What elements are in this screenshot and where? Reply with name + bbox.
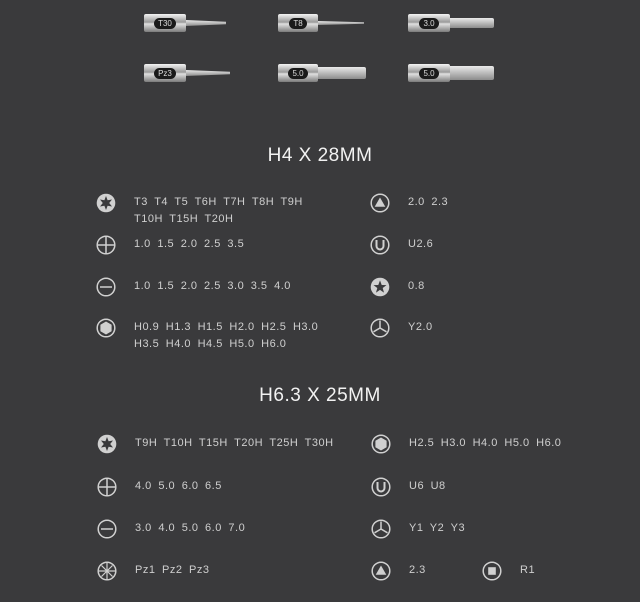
spec-text: 1.0 1.5 2.0 2.5 3.0 3.5 4.0	[134, 280, 291, 292]
spec-text: 2.0 2.3	[408, 196, 449, 208]
torx-icon	[96, 193, 116, 213]
u-shape-icon	[370, 235, 390, 255]
triangle-icon	[371, 561, 391, 581]
spec-row	[371, 434, 561, 454]
slotted-icon	[97, 519, 117, 539]
spec-row	[96, 235, 244, 255]
section-title-h4: H4 X 28MM	[267, 145, 373, 166]
spec-text: H2.5 H3.0 H4.0 H5.0 H6.0	[409, 437, 562, 449]
hex-icon	[96, 318, 116, 338]
spec-row	[97, 477, 222, 497]
spec-row	[96, 318, 336, 353]
bit-t30	[144, 12, 226, 34]
u-shape-icon	[371, 477, 391, 497]
spec-row	[370, 193, 448, 213]
spec-text: 0.8	[408, 280, 425, 292]
phillips-icon	[96, 235, 116, 255]
bit-pz3	[144, 62, 230, 84]
bit-hex-5	[408, 62, 494, 84]
spec-text: Y2.0	[408, 321, 433, 333]
spec-text: R1	[520, 564, 536, 576]
hex-icon	[371, 434, 391, 454]
spec-row	[371, 519, 465, 539]
bit-label: T30	[154, 18, 176, 29]
spec-row	[370, 318, 433, 338]
spec-text: T9H T10H T15H T20H T25H T30H	[135, 437, 334, 449]
tri-wing-icon	[370, 318, 390, 338]
spec-text: Y1 Y2 Y3	[409, 522, 466, 534]
spec-text: 2.3	[409, 564, 426, 576]
square-icon	[482, 561, 502, 581]
bit-label: 5.0	[419, 68, 438, 79]
spec-text: T3 T4 T5 T6H T7H T8H T9H T10H T15H T20H	[134, 196, 303, 225]
bit-label: 5.0	[288, 68, 307, 79]
pozidriv-icon	[97, 561, 117, 581]
spec-row	[482, 561, 535, 581]
spec-row	[371, 561, 426, 581]
section-title-h63: H6.3 X 25MM	[259, 385, 381, 406]
spec-text: U6 U8	[409, 480, 446, 492]
torx-icon	[97, 434, 117, 454]
spec-row	[97, 434, 334, 454]
tri-wing-icon	[371, 519, 391, 539]
bit-label: 3.0	[419, 18, 438, 29]
spec-row	[97, 519, 245, 539]
spec-row	[96, 277, 291, 297]
bit-slot-5	[278, 62, 366, 84]
slotted-icon	[96, 277, 116, 297]
phillips-icon	[97, 477, 117, 497]
bit-t8	[278, 12, 364, 34]
spec-row	[370, 277, 425, 297]
spec-text: 4.0 5.0 6.0 6.5	[135, 480, 222, 492]
bit-label: Pz3	[154, 68, 176, 79]
spec-text: H0.9 H1.3 H1.5 H2.0 H2.5 H3.0 H3.5 H4.0 H4.5 H5.0 H6.0	[134, 321, 319, 350]
pentalobe-icon	[370, 277, 390, 297]
bit-label: T8	[289, 18, 306, 29]
spec-row	[371, 477, 446, 497]
bit-slot-3	[408, 12, 494, 34]
spec-row	[97, 561, 209, 581]
spec-row	[96, 193, 336, 228]
spec-text: 1.0 1.5 2.0 2.5 3.5	[134, 238, 245, 250]
spec-text: U2.6	[408, 238, 434, 250]
spec-text: Pz1 Pz2 Pz3	[135, 564, 210, 576]
triangle-icon	[370, 193, 390, 213]
spec-row	[370, 235, 433, 255]
spec-text: 3.0 4.0 5.0 6.0 7.0	[135, 522, 246, 534]
